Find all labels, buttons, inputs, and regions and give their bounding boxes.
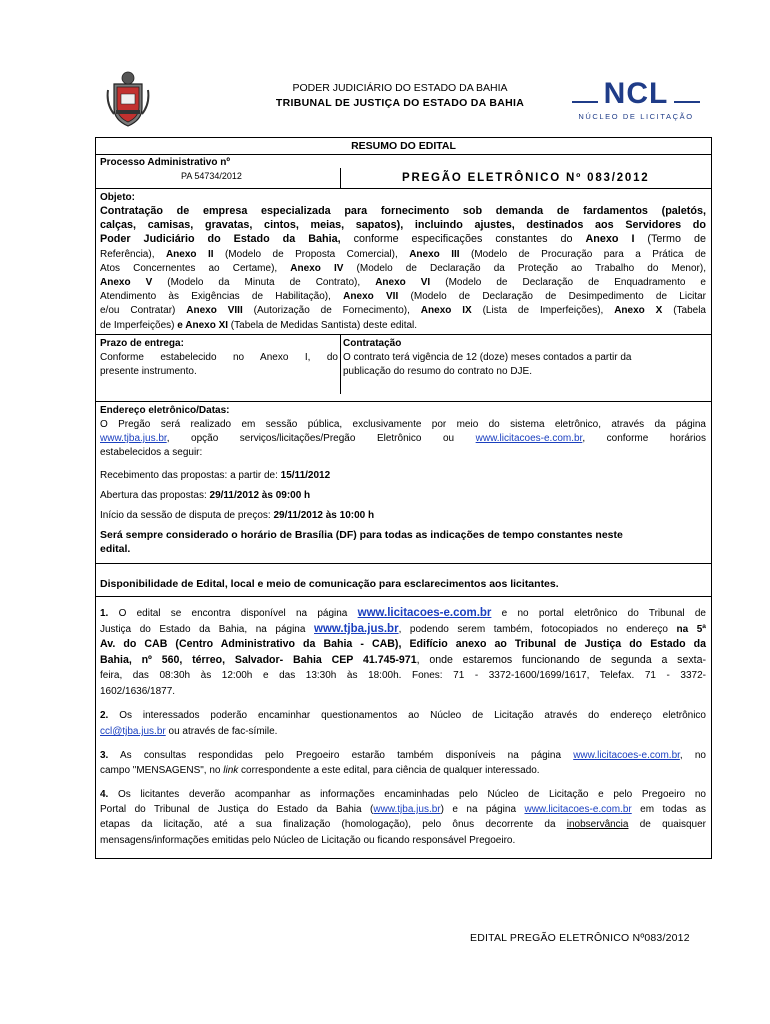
logo-subtitle: NÚCLEO DE LICITAÇÃO [578, 112, 694, 121]
text-segment: de Imperfeições) [100, 319, 178, 331]
text-segment: (Modelo de Declaração de Desimpedimento de Licitar [398, 291, 706, 303]
logo-text: NCL [603, 77, 669, 110]
text-line [100, 233, 706, 246]
text-segment: link [223, 765, 239, 776]
link[interactable]: www.licitacoes-e.com.br [524, 804, 632, 816]
object-label: Objeto: [100, 192, 135, 203]
link[interactable]: www.licitacoes-e.com.br [357, 607, 492, 619]
process-label: Processo Administrativo nº [100, 157, 230, 168]
text-segment: calças, camisas, gravatas, cintos, meias, sapatos), incluindo ajustes, destinados aos Servidores do [100, 219, 706, 232]
text-line [100, 418, 706, 431]
text-line [100, 290, 706, 303]
text-segment: de quaisquer [628, 819, 707, 831]
text-segment: feira, das 08:30h às 12:00h e das 13:30h às 18:00h. Fones: 71 - 3372-1600/1699/1617, Telefax. 71 - 3372- [100, 670, 706, 682]
text-segment: , conforme horários [582, 433, 706, 444]
text-segment: em todas as [631, 804, 706, 816]
text-segment: (Modelo de Procuração para a Prática de [459, 248, 706, 260]
text-segment: (Lista de Imperfeições), [471, 305, 615, 317]
text-line [100, 764, 706, 777]
opening-value: 29/11/2012 às 09:00 h [209, 490, 311, 501]
divider [96, 596, 711, 597]
text-segment: Anexo VIII [186, 305, 243, 317]
text-line [100, 803, 706, 816]
divider [96, 563, 711, 564]
text-segment: Atos Concernentes ao Certame), [100, 262, 291, 274]
text-segment: (Tabela de Medidas Santista) deste edital. [228, 319, 418, 331]
text-segment: correspondente a este edital, para ciência de qualquer interessado. [238, 765, 540, 776]
text-line [100, 276, 706, 289]
court-line-1: PODER JUDICIÁRIO DO ESTADO DA BAHIA [292, 82, 508, 94]
text-segment: (Autorização de Fornecimento), [242, 305, 421, 317]
text-line [100, 685, 706, 698]
text-line [100, 725, 706, 738]
ncl-logo [572, 78, 700, 126]
link[interactable]: www.tjba.jus.br [373, 804, 441, 816]
court-header [200, 81, 600, 111]
text-segment: , onde estaremos funcionando de segunda a sexta- [416, 653, 706, 666]
text-line [100, 654, 706, 667]
divider [96, 154, 711, 155]
text-line [100, 304, 706, 317]
text-segment: 1602/1636/1877. [100, 686, 176, 697]
divider [96, 401, 711, 402]
session-value: 29/11/2012 às 10:00 h [273, 510, 375, 521]
text-segment: Bahia, nº 560, térreo, Salvador- Bahia CEP 41.745-971 [100, 653, 417, 666]
court-line-2: TRIBUNAL DE JUSTIÇA DO ESTADO DA BAHIA [275, 97, 525, 109]
link[interactable]: www.tjba.jus.br [314, 622, 399, 635]
divider [340, 168, 341, 188]
text-line [100, 709, 706, 722]
text-segment: (Termo de [634, 233, 706, 246]
session-date [100, 509, 374, 522]
text-line [100, 205, 706, 218]
text-segment: conforme especificações constantes do [340, 233, 586, 246]
text-segment: Os licitantes deverão acompanhar as informações encaminhadas pelo Núcleo de Licitação e pelo Pregoeiro no [108, 789, 706, 800]
text-segment: mensagens/informações emitidas pelo Núcleo de Licitação ou ficando responsável Pregoeiro. [100, 834, 516, 846]
contract-text-line2: publicação do resumo do contrato no DJE. [343, 366, 532, 377]
text-segment: 3. [100, 750, 109, 761]
session-label: Início da sessão de disputa de preços: [100, 510, 274, 521]
text-line [100, 248, 706, 261]
text-line [100, 446, 706, 459]
text-line [100, 669, 706, 682]
text-line [100, 749, 706, 762]
text-segment: , podendo serem também, fotocopiados no endereço [398, 623, 677, 635]
text-segment: Anexo X [614, 305, 663, 317]
text-segment: (Modelo de Declaração de Enquadramento e [430, 277, 706, 288]
availability-title: Disponibilidade de Edital, local e meio de comunicação para esclarecimentos aos licitantes. [100, 578, 559, 590]
text-segment: e no portal eletrônico do Tribunal de [491, 608, 706, 619]
text-line [100, 638, 706, 651]
receipt-value: 15/11/2012 [280, 470, 331, 481]
text-line [100, 788, 706, 801]
edital-summary-box [95, 137, 712, 859]
divider [340, 334, 341, 394]
process-number: PA 54734/2012 [181, 171, 242, 181]
text-segment: Anexo V [100, 277, 153, 288]
link[interactable]: ccl@tjba.jus.br [100, 726, 166, 737]
text-segment: 4. [100, 789, 109, 800]
link[interactable]: www.licitacoes-e.com.br [475, 433, 583, 444]
text-line [100, 623, 706, 636]
text-segment: e/ou Contratar) [100, 305, 187, 317]
opening-label: Abertura das propostas: [100, 490, 210, 501]
text-segment: (Modelo da Minuta de Contrato), [152, 277, 376, 288]
text-segment: Justiça do Estado da Bahia, na página [100, 623, 314, 635]
text-line [100, 262, 706, 275]
text-line [100, 834, 706, 847]
link[interactable]: www.tjba.jus.br [100, 433, 167, 444]
text-segment: 2. [100, 710, 109, 721]
text-segment: Anexo VI [375, 277, 431, 288]
opening-date [100, 489, 310, 502]
text-segment: As consultas respondidas pelo Pregoeiro estarão também disponíveis na página [108, 750, 574, 761]
coat-of-arms-icon [106, 70, 150, 128]
timezone-note-line1: Será sempre considerado o horário de Brasília (DF) para todas as indicações de tempo constantes neste [100, 529, 623, 541]
text-segment: (Tabela [662, 305, 706, 317]
text-segment: campo "MENSAGENS", no [100, 765, 224, 776]
text-segment: Anexo I [585, 233, 635, 246]
text-segment: , no [679, 750, 706, 761]
text-segment: etapas da licitação, até a sua finalização (homologação), pelo ônus decorrente da [100, 819, 567, 831]
divider [96, 188, 711, 189]
text-line [100, 319, 706, 332]
divider [96, 334, 711, 335]
text-line [100, 607, 706, 620]
text-segment: e Anexo XI [177, 319, 229, 331]
text-segment: ou através de fac-símile. [165, 726, 278, 737]
text-line [100, 818, 706, 831]
text-segment: Portal do Tribunal de Justiça do Estado da Bahia ( [100, 804, 374, 816]
text-segment: Anexo IX [420, 305, 472, 317]
delivery-text-line2: presente instrumento. [100, 366, 197, 377]
text-segment: Contratação de empresa especializada para fornecimento sob demanda de fardamentos (paletós, [100, 205, 706, 217]
text-segment: (Modelo de Proposta Comercial), [213, 248, 410, 260]
text-line [100, 432, 706, 445]
text-segment: inobservância [566, 819, 629, 831]
text-segment: Referência), [100, 248, 166, 260]
text-segment: Anexo III [409, 248, 460, 260]
text-segment: O Pregão será realizado em sessão pública, exclusivamente por meio do sistema eletrônico, através da página [100, 419, 706, 430]
contract-label: Contratação [343, 338, 402, 349]
text-segment: Atendimento às Exigências de Habilitação), [100, 291, 344, 303]
pregao-number: PREGÃO ELETRÔNICO Nº 083/2012 [402, 172, 650, 184]
text-segment: Anexo II [165, 248, 214, 260]
text-segment: O edital se encontra disponível na página [108, 608, 358, 619]
text-segment: Anexo VII [343, 291, 399, 303]
text-segment: Anexo IV [290, 262, 344, 274]
text-segment: (Modelo de Declaração da Proteção ao Trabalho do Menor), [343, 262, 706, 274]
text-segment: Av. do CAB (Centro Administrativo da Bahia - CAB), Edifício anexo ao Tribunal de Justiça do Estado da [100, 638, 706, 651]
link[interactable]: www.licitacoes-e.com.br [573, 750, 680, 761]
delivery-text-line1: Conforme estabelecido no Anexo I, do [100, 352, 338, 363]
address-label: Endereço eletrônico/Datas: [100, 405, 230, 416]
text-segment: ) e na página [440, 804, 525, 816]
text-line [100, 219, 706, 232]
text-segment: estabelecidos a seguir: [100, 447, 203, 458]
contract-text-line1: O contrato terá vigência de 12 (doze) meses contados a partir da [343, 352, 632, 363]
text-segment: Os interessados poderão encaminhar questionamentos ao Núcleo de Licitação através do endereço eletrônico [108, 710, 706, 721]
text-segment: , opção serviços/licitações/Pregão Eletrônico ou [166, 433, 476, 444]
text-segment: na 5ª [676, 623, 706, 635]
delivery-label: Prazo de entrega: [100, 338, 184, 349]
text-segment: 1. [100, 608, 109, 619]
timezone-note-line2: edital. [100, 543, 131, 555]
summary-title: RESUMO DO EDITAL [351, 140, 456, 152]
receipt-date [100, 469, 330, 482]
text-segment: Poder Judiciário do Estado da Bahia, [100, 233, 341, 246]
receipt-label: Recebimento das propostas: a partir de: [100, 470, 281, 481]
footer-edital-number: EDITAL PREGÃO ELETRÔNICO Nº083/2012 [470, 932, 690, 944]
